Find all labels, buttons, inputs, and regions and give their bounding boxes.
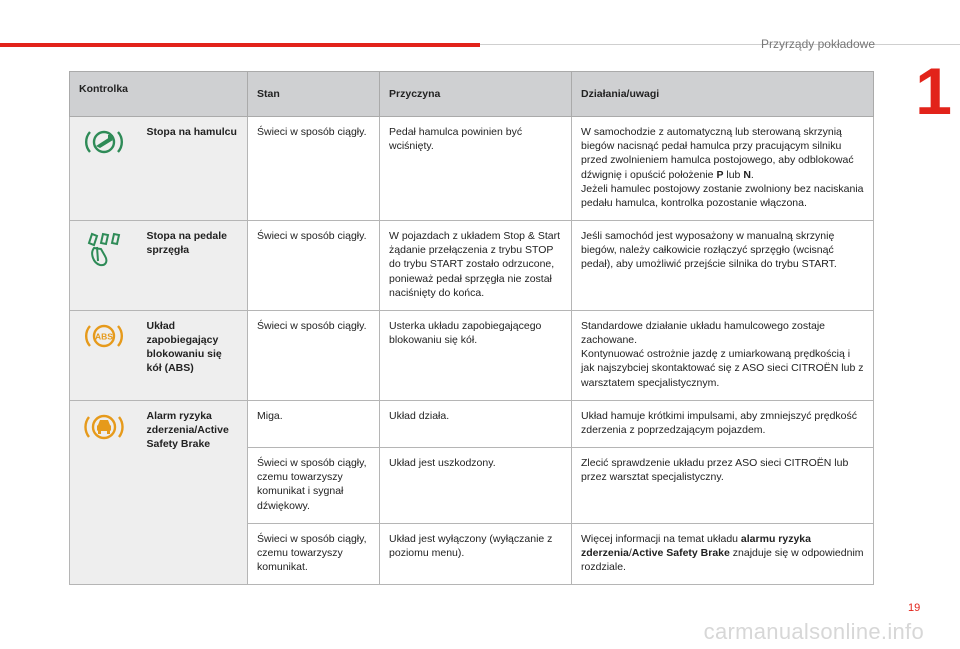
- section-title: Przyrządy pokładowe: [760, 37, 875, 51]
- actions-cell: Układ hamuje krótkimi impulsami, aby zmniejszyć prędkość zderzenia z poprzedzającym pojazdem.: [572, 400, 874, 447]
- cause-cell: Układ jest wyłączony (wyłączanie z poziomu menu).: [380, 523, 572, 585]
- table-header-row: [70, 72, 874, 117]
- indicator-name: Stopa na pedale sprzęgła: [138, 221, 248, 311]
- page-number: 19: [908, 602, 921, 614]
- clutch-foot-icon: [70, 221, 138, 311]
- column-header-indicator: Kontrolka: [70, 72, 248, 117]
- state-cell: Świeci w sposób ciągły.: [248, 310, 380, 400]
- table-row: [70, 310, 874, 400]
- header-divider: [480, 44, 960, 45]
- brake-pedal-icon: [70, 117, 138, 221]
- state-cell: Świeci w sposób ciągły, czemu towarzyszy komunikat i sygnał dźwiękowy.: [248, 448, 380, 524]
- header-red-bar: [0, 43, 480, 47]
- cause-cell: Usterka układu zapobiegającego blokowaniu się kół.: [380, 310, 572, 400]
- state-cell: Świeci w sposób ciągły.: [248, 117, 380, 221]
- state-cell: Świeci w sposób ciągły.: [248, 221, 380, 311]
- bold-term: P: [716, 168, 724, 181]
- chapter-number: 1: [915, 54, 952, 128]
- bold-term: N: [743, 168, 751, 181]
- svg-text:ABS: ABS: [94, 331, 113, 342]
- bold-term: alarmu ryzyka zderzenia: [581, 532, 811, 559]
- indicator-name: Alarm ryzyka zderzenia/Active Safety Brake: [138, 400, 248, 585]
- indicator-name: Stopa na hamulcu: [138, 117, 248, 221]
- watermark: carmanualsonline.info: [703, 619, 924, 644]
- state-cell: Świeci w sposób ciągły, czemu towarzyszy komunikat.: [248, 523, 380, 585]
- table-row: [70, 117, 874, 221]
- warning-lights-table: [69, 71, 874, 585]
- cause-cell: Układ jest uszkodzony.: [380, 448, 572, 524]
- indicator-name: Układ zapobiegający blokowaniu się kół (ABS): [138, 310, 248, 400]
- actions-cell: Więcej informacji na temat układu alarmu ryzyka zderzenia/Active Safety Brake znajduje się w odpowiednim rozdziale.: [572, 523, 874, 585]
- actions-cell: Standardowe działanie układu hamulcowego zostaje zachowane. Kontynuować ostrożnie jazdę z umiarkowaną prędkością i jak najszybciej skontaktować się z ASO sieci CITROËN lub z warsztatem specjalistycznym.: [572, 310, 874, 400]
- collision-alert-icon: [70, 400, 138, 585]
- actions-cell: Jeśli samochód jest wyposażony w manualną skrzynię biegów, należy całkowicie rozłączyć sprzęgło (wcisnąć pedał), aby umożliwić przejście silnika do trybu START.: [572, 221, 874, 311]
- column-header-cause: Przyczyna: [380, 72, 572, 117]
- table-body: [70, 117, 874, 585]
- table-row: [70, 400, 874, 447]
- abs-icon: [70, 310, 138, 400]
- table-row: [70, 221, 874, 311]
- cause-cell: Pedał hamulca powinien być wciśnięty.: [380, 117, 572, 221]
- cause-cell: W pojazdach z układem Stop & Start żądanie przełączenia z trybu STOP do trybu START zostało odrzucone, ponieważ pedał sprzęgła nie został naciśnięty do końca.: [380, 221, 572, 311]
- cause-cell: Układ działa.: [380, 400, 572, 447]
- actions-cell: W samochodzie z automatyczną lub sterowaną skrzynią biegów nacisnąć pedał hamulca przy pracującym silniku przed zwolnieniem hamulca postojowego, aby odblokować dźwignię i opuścić położenie P lub N. Jeżeli hamulec postojowy zostanie zwolniony bez naciskania pedału hamulca, kontrolka pozostanie włączona.: [572, 117, 874, 221]
- actions-cell: Zlecić sprawdzenie układu przez ASO sieci CITROËN lub przez warsztat specjalistyczny.: [572, 448, 874, 524]
- column-header-actions: Działania/uwagi: [572, 72, 874, 117]
- column-header-state: Stan: [248, 72, 380, 117]
- bold-term: Active Safety Brake: [631, 546, 730, 559]
- state-cell: Miga.: [248, 400, 380, 447]
